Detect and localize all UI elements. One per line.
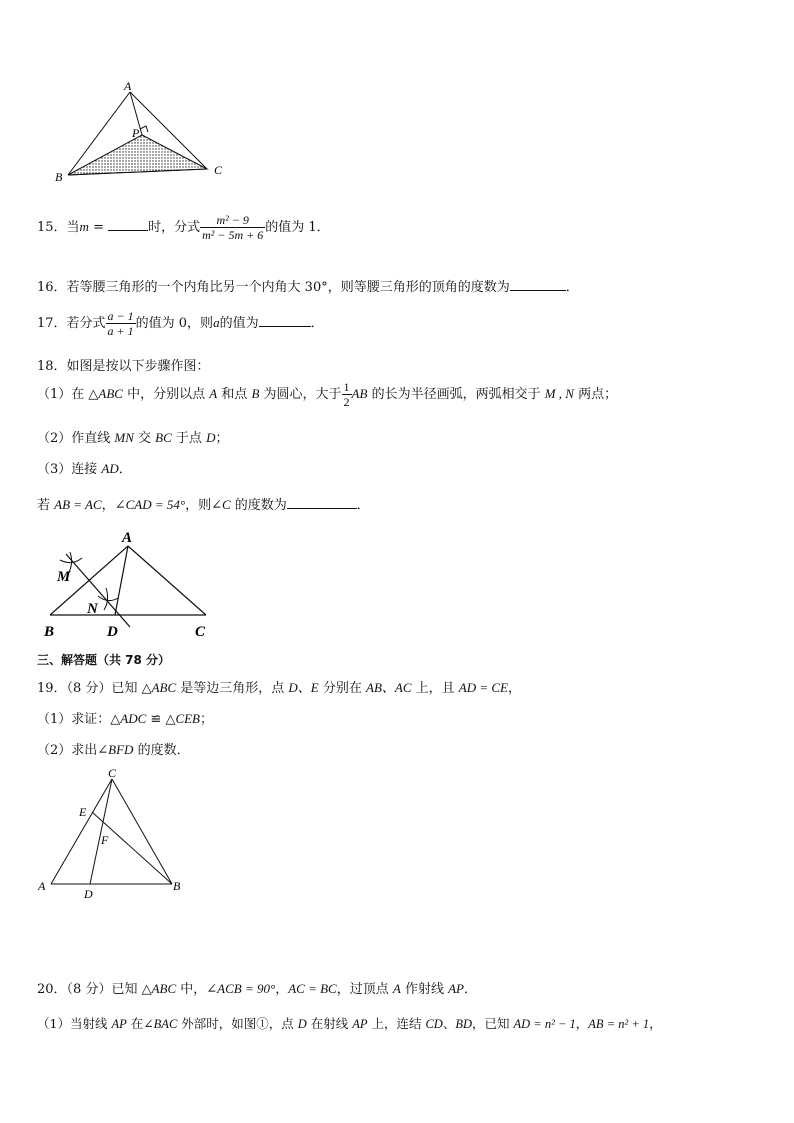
q20-text-c: ， (275, 982, 289, 997)
q20-line2 (37, 1014, 662, 1032)
q18-step1-text-e: 的长为半径画弧，两弧相交于 (367, 387, 545, 402)
q18-step2-text-c: 于点 (171, 431, 207, 446)
q19-eq: AD = CE (458, 680, 508, 695)
q18-answer-blank[interactable] (287, 496, 357, 509)
q20-l2-ap2: AP (352, 1017, 368, 1031)
q20-l2-bac: BAC (153, 1017, 178, 1031)
q20-l2-text-h: ， (575, 1016, 589, 1031)
q17-suffix: 的值为 (219, 316, 259, 331)
q20-text-d: ，过顶点 (336, 982, 393, 997)
q18-step1-text-d: 为圆心，大于 (259, 387, 342, 402)
q20-l2-text-e: 上，连结 (367, 1016, 426, 1031)
q19-part1-adc: ADC (120, 711, 147, 726)
q17-mid: 的值为 0，则 (135, 316, 214, 331)
q17-answer-blank[interactable] (259, 314, 311, 327)
segment-be (92, 812, 172, 884)
q19-part2 (37, 739, 190, 758)
q20-point-a: A (392, 981, 401, 996)
q16-end: ． (565, 280, 579, 295)
q18-half-den: 2 (343, 395, 350, 409)
q18-step1-ab: AB (351, 386, 368, 401)
q20-text-e: 作射线 (400, 982, 449, 997)
figure-perpendicular-bisector (40, 532, 220, 640)
label-b: B (173, 879, 181, 893)
q18-step1 (37, 380, 617, 409)
q19-part1 (37, 708, 213, 727)
q19-part1-text-b: ≌ △ (146, 712, 176, 727)
segment-cd (90, 779, 112, 884)
q19-text-d: 上，且 (411, 681, 459, 696)
section-heading: 三、解答题（共 78 分） (37, 653, 171, 667)
label-n: N (87, 601, 98, 617)
shaded-triangle-bpc (68, 135, 207, 175)
q18-step1-text-c: 和点 (217, 387, 252, 402)
q18-end: ． (356, 498, 370, 513)
q20-l2-bd: BD (455, 1017, 473, 1031)
question-16 (37, 276, 579, 295)
q17-denominator: a + 1 (107, 324, 134, 338)
q20-text-b: 中， (176, 982, 207, 997)
q20-line1 (37, 978, 477, 997)
q18-cond-text-c: ，则∠ (185, 498, 222, 513)
q18-step1-abc: ABC (98, 386, 123, 401)
label-a: A (122, 532, 133, 546)
q18-step3-text-b: ． (118, 462, 132, 477)
q18-cond-angle: ∠CAD = 54° (114, 497, 186, 512)
q19-part1-text-c: ； (200, 712, 214, 727)
q20-l2-text-a: （1）当射线 (37, 1016, 112, 1031)
figure-triangle-abc-p (50, 82, 230, 187)
q19-line1 (37, 677, 521, 696)
q18-step2-text-a: （2）作直线 (37, 431, 115, 446)
q20-text-f: ． (463, 982, 477, 997)
q15-numerator: m² − 9 (200, 213, 265, 228)
q20-eq: AC = BC (288, 981, 337, 996)
q15-denominator: m² − 5m + 6 (202, 228, 264, 242)
label-c: C (195, 624, 206, 640)
q15-fraction (200, 213, 265, 242)
q20-ap: AP (448, 981, 464, 996)
q15-var: m (79, 219, 89, 234)
q15-suffix: 的值为 1． (265, 220, 330, 235)
line-mn (66, 554, 130, 627)
q18-half-fraction (342, 380, 352, 409)
question-17 (37, 309, 324, 338)
q18-cond-text-a: 若 (37, 498, 55, 513)
q18-step1-text-f: 两点； (573, 387, 618, 402)
q16-answer-blank[interactable] (510, 278, 566, 291)
q18-step3-text-a: （3）连接 (37, 462, 102, 477)
label-d: D (84, 887, 93, 901)
q20-l2-text-g: ，已知 (472, 1016, 514, 1031)
q18-condition (37, 494, 370, 513)
q19-part1-ceb: CEB (175, 711, 200, 726)
q19-ab-ac: AB、AC (366, 680, 412, 695)
label-a: A (38, 879, 46, 893)
q20-abc: ABC (151, 981, 177, 996)
label-e: E (79, 805, 87, 819)
q15-eq: = (88, 220, 109, 235)
q18-cond-point-c: C (221, 497, 231, 512)
q19-part1-text-a: （1）求证：△ (37, 712, 121, 727)
q17-numerator: a − 1 (107, 309, 134, 323)
figure-equilateral-triangle (34, 764, 194, 904)
label-d: D (107, 624, 118, 640)
q20-l2-text-d: 在射线 (306, 1016, 353, 1031)
q15-mid: 时，分式 (148, 220, 201, 235)
q16-text: 16．若等腰三角形的一个内角比另一个内角大 30°，则等腰三角形的顶角的度数为 (37, 280, 510, 295)
q19-text-a: 19．（8 分）已知 △ (37, 681, 152, 696)
q18-step2-bc: BC (155, 430, 172, 445)
q18-step3 (37, 458, 132, 477)
q19-abc: ABC (151, 680, 177, 695)
q18-step2-text-b: 交 (133, 431, 156, 446)
q18-cond-eq: AB = AC (54, 497, 102, 512)
q15-answer-blank[interactable] (108, 218, 148, 231)
q20-l2-text-f: 、 (442, 1016, 456, 1031)
q19-part2-bfd: BFD (108, 742, 134, 757)
side-ac (128, 546, 206, 615)
q20-l2-ab: AB = n² + 1 (588, 1017, 650, 1031)
q18-cond-text-b: ， (101, 498, 115, 513)
q18-step1-text-b: 中，分别以点 (122, 387, 210, 402)
q19-part2-text-b: 的度数． (133, 743, 190, 758)
q18-title: 18．如图是按以下步骤作图： (37, 359, 210, 374)
question-15 (37, 213, 330, 242)
q20-l2-text-b: 在∠ (126, 1016, 154, 1031)
q18-step3-ad: AD (101, 461, 119, 476)
q18-half-num: 1 (343, 380, 350, 394)
q20-l2-ap: AP (111, 1017, 127, 1031)
q17-prefix: 17．若分式 (37, 316, 106, 331)
q19-part2-text-a: （2）求出∠ (37, 743, 109, 758)
q20-l2-text-c: 外部时，如图①，点 (177, 1016, 298, 1031)
q18-step2-text-d: ； (215, 431, 229, 446)
q18-step1-point-a: A (209, 386, 218, 401)
label-c: C (214, 163, 223, 177)
q18-step1-mn: M , N (544, 386, 574, 401)
side-ac (51, 779, 112, 884)
q17-end: ． (310, 316, 324, 331)
label-c: C (108, 766, 117, 780)
q18-step2-d: D (206, 430, 216, 445)
label-f: F (101, 833, 109, 847)
q19-text-c: 分别在 (318, 681, 367, 696)
q18-cond-text-d: 的度数为 (230, 498, 287, 513)
q18-step2-mn: MN (114, 430, 134, 445)
label-b: B (44, 624, 55, 640)
q19-de: D、E (288, 680, 319, 695)
label-b: B (55, 170, 63, 184)
side-bc (112, 779, 172, 884)
q19-text-b: 是等边三角形，点 (176, 681, 289, 696)
q20-l2-cd: CD (425, 1017, 443, 1031)
q15-prefix: 15．当 (37, 220, 80, 235)
q18-step1-text-a: （1）在 △ (37, 387, 99, 402)
label-m: M (57, 569, 71, 585)
q20-angle: ∠ACB = 90° (206, 981, 276, 996)
label-p: P (132, 126, 140, 140)
q17-fraction (106, 309, 136, 338)
label-a: A (124, 82, 132, 93)
q19-text-e: ， (508, 681, 522, 696)
q20-text-a: 20．（8 分）已知 △ (37, 982, 152, 997)
q20-l2-ad: AD = n² − 1 (513, 1017, 576, 1031)
q18-step1-point-b: B (251, 386, 260, 401)
q18-step2 (37, 427, 228, 446)
q17-var: a (213, 315, 220, 330)
q20-l2-point-d: D (297, 1017, 307, 1031)
q20-l2-text-i: ， (649, 1016, 662, 1031)
